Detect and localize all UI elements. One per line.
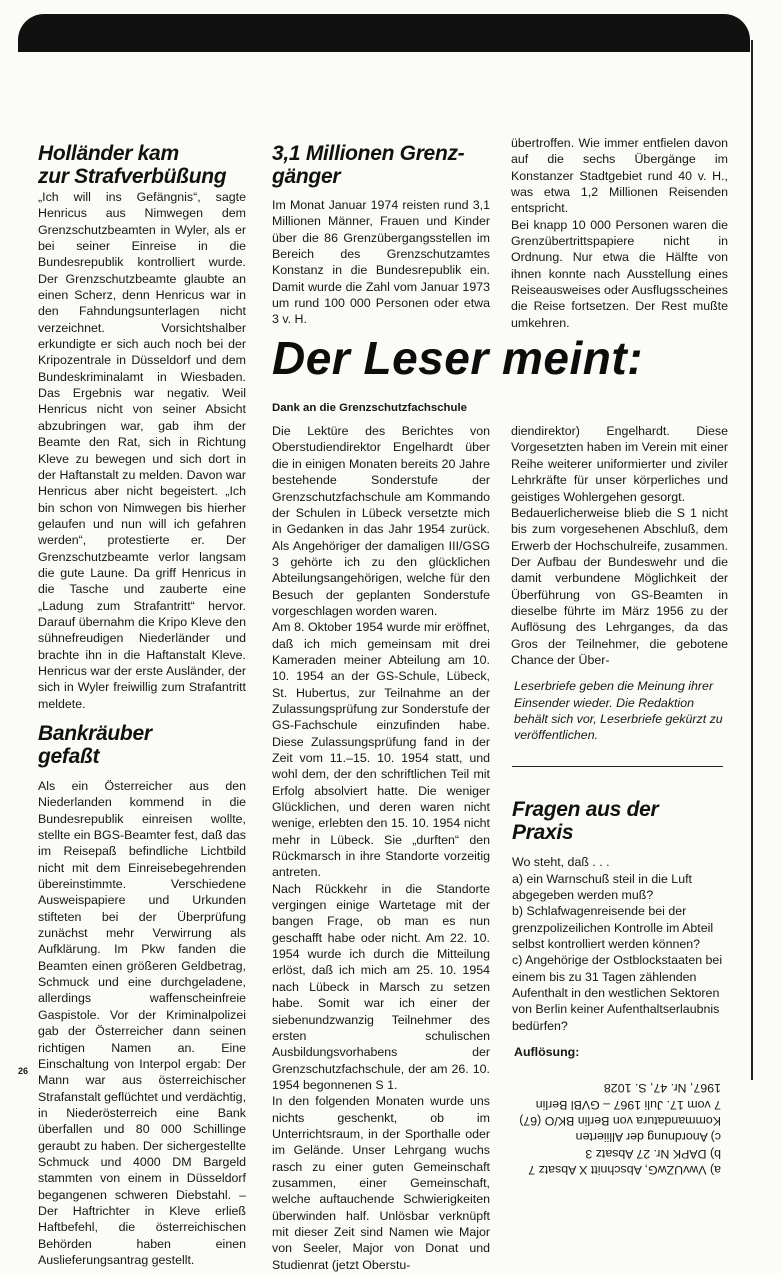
title-line: Bankräuber	[38, 722, 152, 745]
solution-upside-down	[511, 1080, 721, 1178]
leser-letter-subtitle: Dank an die Grenzschutzfachschule	[272, 402, 467, 415]
header-bar	[18, 14, 750, 52]
solution-c: c) Anordnung der Alliierten Kommandatura von Berlin BK/O (67) 7 vom 17. Juli 1967 – GVBl Berlin 1967, Nr. 47, S. 1028	[519, 1081, 721, 1145]
title-line: Holländer kam	[38, 142, 179, 165]
article-grenzgaenger-title	[272, 142, 490, 188]
paragraph: Bedauerlicherweise blieb die S 1 nicht bis zum vorgesehenen Abschluß, dem Erwerb der Hochschulreife, zusammen. Der Aufbau der Bundeswehr und die damit verbundene Möglichkeit der Überführung von GS-Beamten in dieselbe führte im März 1956 zu der Auflösung des Lehrganges, da das Gros der Teilnehmer, die gebotene Chance der Über-	[511, 505, 728, 667]
paragraph: Die Lektüre des Berichtes von Oberstudiendirektor Engelhardt über die in einigen Monaten bereits 20 Jahre bestehende Sonderstufe der Grenzschutzfachschule am Kommando der Schulen in Lübeck versetzte mich in Gedanken in das Jahr 1954 zurück. Als Angehöriger der damaligen III/GSG 3 gehörte ich zu den glücklichen Abteilungsangehörigen, welche für den Besuch der geplanten Sonderstufe vorgeschlagen worden waren.	[272, 424, 490, 618]
title-line: Fragen aus der	[512, 798, 659, 822]
paragraph: Bei knapp 10 000 Personen waren die Grenzübertrittspapiere nicht in Ordnung. Nur etwa die Hälfte von ihnen konnte nach Ausstellung eines Reiseausweises oder Ausflugsscheines die Reise fortsetzen. Der Rest mußte umkehren.	[511, 217, 728, 330]
article-holland-body	[38, 189, 246, 712]
question-b: b) Schlafwagenreisende bei der grenzpolizeilichen Kontrolle im Abteil selbst kontrolliert werden können?	[512, 904, 714, 951]
right-area	[272, 135, 728, 1273]
middle-column-top	[272, 135, 490, 328]
right-column-bottom	[511, 423, 728, 1178]
title-line: Praxis	[512, 821, 574, 845]
fragen-intro: Wo steht, daß . . .	[512, 855, 610, 870]
article-grenzgaenger	[272, 135, 728, 331]
fragen-title	[511, 798, 728, 844]
paragraph: Nach Rückkehr in die Standorte vergingen einige Wartetage mit der bangen Frage, ob man es nun geschafft habe oder nicht. Am 22. 10. 1954 wurde ich durch die Mitteilung erlöst, daß ich mich am 25. 10. 1954 nach Lübeck in Marsch zu setzen habe. Somit war ich einer der siebenundzwanzig Teilnehmer des ersten schulischen Ausbildungsvorhabens der Grenzschutzfachschule, der am 26. 10. 1954 begonnenen S 1.	[272, 881, 490, 1092]
divider	[512, 766, 723, 768]
editorial-note	[511, 678, 728, 743]
title-line: 3,1 Millionen Grenz-	[272, 142, 465, 165]
page-edge	[751, 40, 753, 1080]
leser-letter-body	[272, 423, 490, 1273]
article-grenzgaenger-body	[272, 197, 490, 328]
leser-section-title: Der Leser meint:	[272, 332, 644, 385]
solution-label: Auflösung:	[514, 1044, 580, 1059]
article-grenzgaenger-body-cont	[511, 135, 728, 331]
title-line: gefaßt	[38, 745, 100, 768]
article-holland-title	[38, 142, 246, 188]
leser-letter-body-cont	[511, 423, 728, 668]
paragraph: Am 8. Oktober 1954 wurde mir eröffnet, daß ich mich gemeinsam mit drei Kameraden meiner Abteilung am 10. 10. 1954 an der GS-Schule, Lübeck, St. Hubertus, zur Teilnahme an der Zulassungsprüfung zur Sonderstufe der GS-Fachschule einzufinden habe. Diese Zulassungsprüfung fand in der Zeit vom 11.–15. 10. 1954 statt, und wohl dem, der den schriftlichen Teil mit Erfolg absolviert hatte. Die weniger Glücklichen, und deren waren nicht wenige, erlebten den 15. 10. 1954 nicht mehr in Lübeck. Sie „durften“ den Rückmarsch in ihre Standorte vorzeitig antreten.	[272, 620, 490, 880]
paragraph: Als ein Österreicher aus den Niederlanden kommend in die Bundesrepublik einreisen wollte, stellte ein BGS-Beamter fest, daß das im Reisepaß befindliche Lichtbild nicht mit dem Einreisebegehrenden übereinstimmte. Verschiedene Ausweispapiere und Urkunden stifteten bei der Überprüfung zunächst mehr Verwirrung als Aufklärung. Im Pkw fanden die Beamten einen größeren Geldbetrag, Schmuck und eine durchgeladene, allerdings waffenscheinfreie Gaspistole. Vor der Kriminalpolizei gab der Österreicher dann seinen richtigen Namen an. Eine Einschaltung von Interpol ergab: Der Mann war aus österreichischer Strafanstalt geflüchtet und verdächtig, in Niederösterreich eine Bank überfallen und 80 000 Schillinge geraubt zu haben. Der sichergestellte Schmuck und 4000 DM Bargeld stammten von einem in Düsseldorf begangenen schweren Diebstahl. – Der Haftrichter in Kleve erließ Haftbefehl, die österreichischen Behörden haben einen Auslieferungsantrag gestellt.	[38, 779, 247, 1267]
solution-a: a) VwvUZwG, Abschnitt X Absatz 7	[528, 1163, 721, 1177]
page-number: 26	[18, 1066, 29, 1076]
solution-b: b) DAPK Nr. 27 Absatz 3	[585, 1146, 721, 1161]
fragen-body	[511, 854, 728, 1034]
paragraph: Im Monat Januar 1974 reisten rund 3,1 Millionen Männer, Frauen und Kinder über die 86 Grenzübergangsstellen im Bereich des Grenzschutzamtes Konstanz in die Bundesrepublik ein. Damit wurde die Zahl vom Januar 1973 um rund 100 000 Personen oder etwa 3 v. H.	[272, 198, 490, 327]
paragraph: diendirektor) Engelhardt. Diese Vorgesetzten haben im Verein mit einer Reihe weiterer uniformierter und ziviler Lehrkräfte für unser körperliches und geistiges Wohlergehen gesorgt.	[511, 424, 728, 504]
article-bankraeuber-title	[38, 722, 246, 768]
title-line: zur Strafverbüßung	[38, 165, 227, 188]
article-holland	[38, 142, 246, 712]
leser-letter	[272, 423, 728, 1273]
article-bankraeuber	[38, 712, 246, 1268]
question-c: c) Angehörige der Ostblockstaaten bei einem bis zu 31 Tagen zählenden Aufenthalt in den westlichen Sektoren von Berlin keiner Aufenthaltserlaubnis bedürfen?	[512, 953, 723, 1033]
article-bankraeuber-body	[38, 778, 246, 1268]
paragraph: übertroffen. Wie immer entfielen davon auf die sechs Übergänge im Konstanzer Stadtgebiet rund 40 v. H., was etwa 1,2 Millionen Reisenden entspricht.	[511, 136, 728, 216]
paragraph: „Ich will ins Gefängnis“, sagte Henricus aus Nimwegen dem Grenzschutzbeamten in Wyler, als er bei seiner Einreise in die Bundesrepublik kontrolliert wurde. Der Grenzschutzbeamte glaubte an einen Scherz, denn Henricus war in den Fahndungsunterlagen nicht verzeichnet. Vorsichtshalber erkundigte er sich auch noch bei der Kripozentrale in Düsseldorf und dem Bundeskriminalamt in Wiesbaden. Das Ergebnis war negativ. Weil Henricus nicht von seiner Absicht abzubringen war, gab ihm der Beamte den Rat, sich in Richtung Kleve zu bewegen und sich dort in der Haftanstalt zu melden. Davon war Henricus aber nicht begeistert. „Ich bin schon von Nimwegen bis hierher gelaufen und nun will ich gefahren werden“, protestierte er. Der Grenzschutzbeamte verlor langsam die gute Laune. Da griff Henricus in die Tasche und zauberte eine „Ladung zum Strafantritt“ hervor. Darauf übernahm die Kripo Kleve den sühnefreudigen Niederländer und brachte ihn in die Haftanstalt Kleve. Henricus war der erste Ausländer, der sich in Wyler freiwillig zum Strafantritt meldete.	[38, 190, 246, 711]
question-a: a) ein Warnschuß steil in die Luft abgegeben werden muß?	[512, 871, 692, 902]
paragraph: In den folgenden Monaten wurde uns nichts geschenkt, ob im Unterrichtsraum, in der Sporthalle oder im Gelände. Unser Lehrgang wuchs rasch zu einer guten Gemeinschaft zusammen, einer Gemeinschaft, welche auftauchende Schwierigkeiten überwinden half. Unlösbar verknüpft mit dieser Zeit sind Namen wie Major von Seeler, Major von Donat und Studienrat (jetzt Oberstu-	[272, 1094, 490, 1272]
left-column	[38, 142, 246, 1268]
title-line: gänger	[272, 165, 341, 188]
note-text: Leserbriefe geben die Meinung ihrer Einsender wieder. Die Redaktion behält sich vor, Leserbriefe gekürzt zu veröffentlichen.	[514, 679, 723, 743]
